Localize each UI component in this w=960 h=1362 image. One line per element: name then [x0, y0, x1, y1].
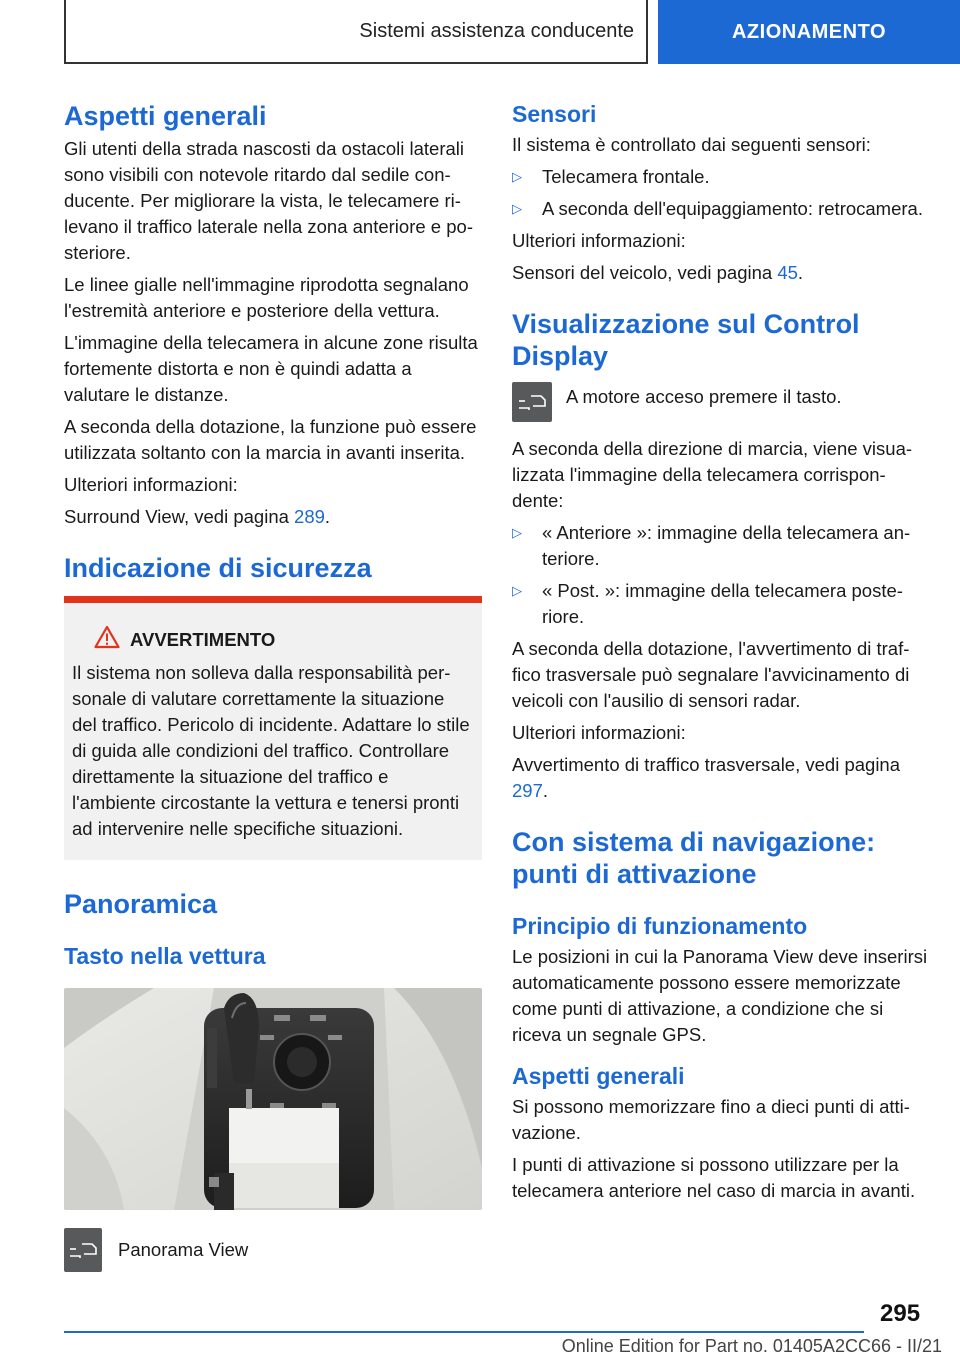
ref-text: Surround View, vedi pagina [64, 506, 295, 527]
right-column [512, 100, 930, 1210]
triangle-bullet-icon: ▷ [512, 525, 522, 540]
cross-reference [512, 260, 930, 286]
warning-triangle-icon [94, 625, 120, 654]
heading-control-display: Visualizzazione sul Control Display [512, 309, 860, 371]
page-link[interactable]: 45 [777, 262, 798, 283]
ref-end: . [797, 262, 804, 283]
ref-end: . [324, 506, 331, 527]
footer-edition: Online Edition for Part no. 01405A2CC66 - II/21 [561, 1336, 942, 1356]
heading-safety: Indicazione di sicurezza [64, 553, 372, 583]
heading-button: Tasto nella vettura [64, 943, 266, 969]
paragraph: Ulteriori informazioni: [64, 474, 238, 495]
paragraph: Ulteriori informazioni: [512, 230, 686, 251]
triangle-bullet-icon: ▷ [512, 169, 522, 184]
header-section-title [64, 0, 648, 64]
cross-reference [64, 504, 482, 530]
heading-general-2: Aspetti generali [512, 1063, 685, 1089]
heading-overview: Panoramica [64, 889, 218, 919]
page-link[interactable]: 289 [294, 506, 325, 527]
panorama-view-button-icon[interactable] [512, 382, 552, 422]
panorama-view-row [64, 1228, 482, 1272]
header-chapter-label: AZIONAMENTO [731, 20, 886, 43]
paragraph: A seconda della direzione di marcia, viene visualizzata l'immagine della telecamera corrispondente: [512, 438, 913, 511]
paragraph: Gli utenti della strada nascosti da ostacoli laterali sono visibili con notevole ritardo dal sedile conducente. Per migliorare la vista, le telecamere rilevano il traffico laterale nella zona anteriore e posteriore. [64, 138, 473, 263]
press-button-row [512, 380, 930, 422]
paragraph: Il sistema è controllato dai seguenti sensori: [512, 134, 871, 155]
page-link[interactable]: 297 [512, 780, 543, 801]
list-item [512, 164, 930, 190]
paragraph: Ulteriori informazioni: [512, 722, 686, 743]
triangle-bullet-icon: ▷ [512, 583, 522, 598]
list-item-text: A seconda dell'equipaggiamento: retrocamera. [542, 198, 923, 219]
paragraph: A seconda della dotazione, l'avvertimento di traffico trasversale può segnalare l'avvicinamento di veicoli con l'ausilio di sensori radar. [512, 638, 910, 711]
paragraph: L'immagine della telecamera in alcune zone risulta fortemente distorta e non è quindi adatta a valutare le distanze. [64, 332, 478, 405]
cross-reference [512, 752, 930, 804]
warning-title: AVVERTIMENTO [130, 628, 276, 650]
paragraph: Le posizioni in cui la Panorama View deve inserirsi automaticamente possono essere memorizzate come punti di attivazione, a condizione che si riceva un segnale GPS. [512, 946, 928, 1045]
ref-end: . [542, 780, 549, 801]
paragraph: A motore acceso premere il tasto. [566, 386, 842, 407]
triangle-bullet-icon: ▷ [512, 201, 522, 216]
paragraph: I punti di attivazione si possono utilizzare per la telecamera anteriore nel caso di marcia in avanti. [512, 1154, 916, 1201]
warning-text: Il sistema non solleva dalla responsabilità personale di valutare correttamente la situazione del traffico. Pericolo di incidente. Adattare lo stile di guida alle condizioni del traffico. Controllare direttamente la situazione del traffico e l'ambiente circostante la vettura e tenersi pronti ad intervenire nelle specifiche situazioni. [72, 662, 470, 839]
warning-box [64, 603, 482, 860]
list-item [512, 196, 930, 222]
page-number: 295 [880, 1300, 921, 1327]
warning-header [72, 625, 474, 654]
ref-text: Avvertimento di traffico trasversale, vedi pagina [512, 754, 901, 775]
list-item [512, 520, 930, 572]
panorama-view-label: Panorama View [118, 1239, 249, 1260]
paragraph: Si possono memorizzare fino a dieci punti di attivazione. [512, 1096, 910, 1143]
list-item-text: « Post. »: immagine della telecamera posteriore. [542, 580, 903, 627]
paragraph: A seconda della dotazione, la funzione può essere utilizzata soltanto con la marcia in avanti inserita. [64, 416, 477, 463]
list-item [512, 578, 930, 630]
header-chapter-tab[interactable] [658, 0, 960, 64]
footer-rule [64, 1331, 864, 1333]
heading-navigation: Con sistema di navigazione: punti di attivazione [512, 827, 876, 889]
header-section-label: Sistemi assistenza conducente [359, 19, 634, 42]
heading-sensors: Sensori [512, 101, 597, 127]
list-item-text: « Anteriore »: immagine della telecamera anteriore. [542, 522, 911, 569]
panorama-view-button-icon[interactable] [64, 1228, 102, 1272]
ref-text: Sensori del veicolo, vedi pagina [512, 262, 778, 283]
warning-divider [64, 596, 482, 603]
list-item-text: Telecamera frontale. [542, 166, 710, 187]
center-console-photo [64, 988, 482, 1210]
heading-general: Aspetti generali [64, 101, 267, 131]
left-column [64, 100, 482, 1272]
paragraph: Le linee gialle nell'immagine riprodotta segnalano l'estremità anteriore e posteriore della vettura. [64, 274, 469, 321]
heading-principle: Principio di funzionamento [512, 913, 808, 939]
